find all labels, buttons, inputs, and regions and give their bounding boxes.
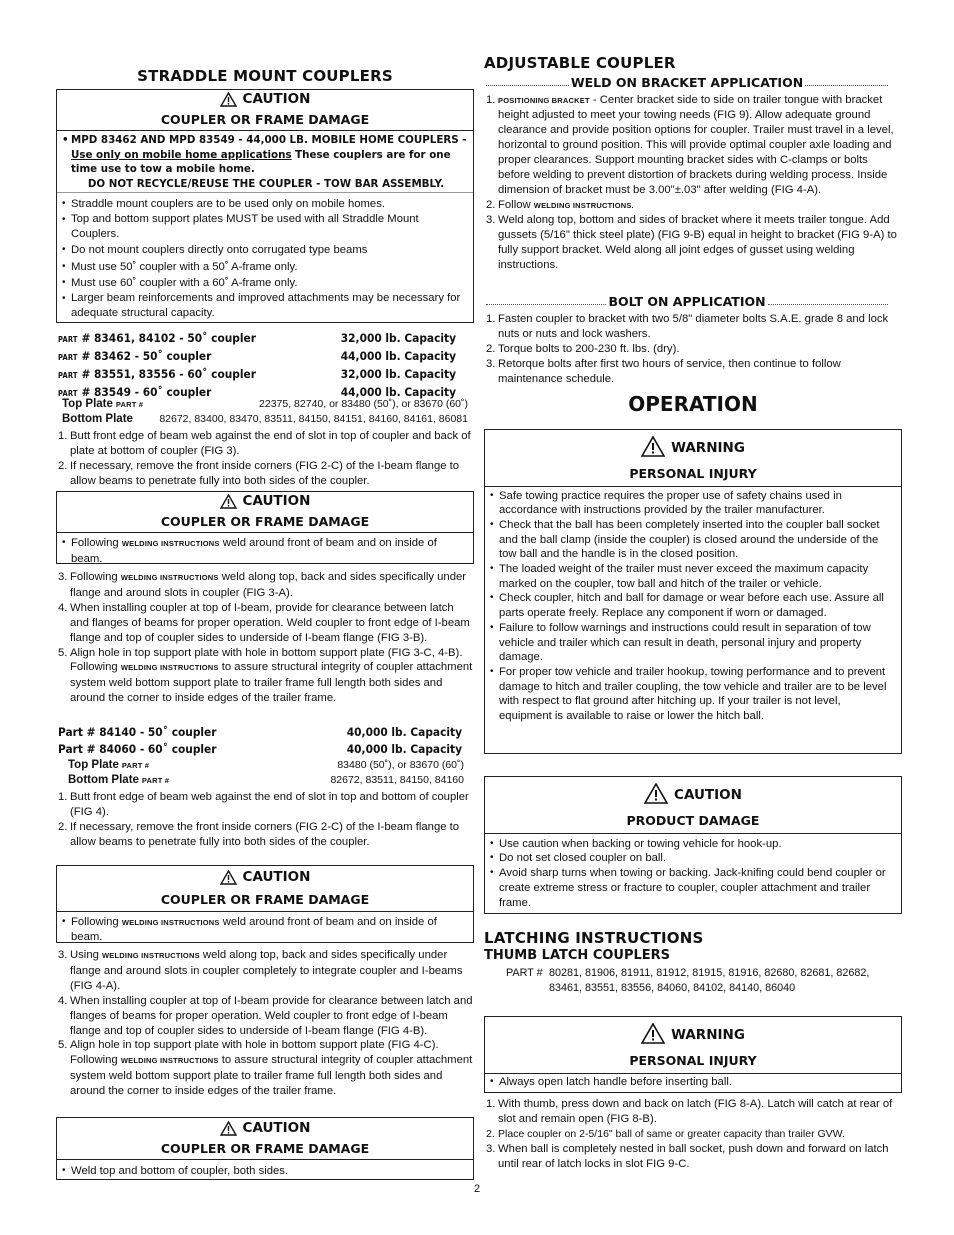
steps-2	[56, 570, 474, 706]
caution-box-weld-1	[56, 491, 474, 564]
caution-list	[57, 533, 473, 569]
step: 2. If necessary, remove the front inside corners (FIG 2-C) of the I-beam flange to allow beams to penetrate fully into both sides of the coupler.	[58, 460, 460, 488]
steps-3	[56, 790, 474, 851]
steps-4	[56, 948, 474, 1099]
list-item: • Check that the ball has been completely inserted into the coupler ball socket and the ball clamp (inside the coupler) is closed around the underside of the tow ball and the handle is in the closed position.	[493, 518, 895, 562]
warning-subtitle: PERSONAL INJURY	[629, 1052, 757, 1068]
list-item: • Always open latch handle before inserting ball.	[493, 1075, 895, 1089]
caution-box-straddle	[56, 89, 474, 323]
part-row: Part # 84140 - 50˚ coupler 40,000 lb. Capacity	[58, 725, 462, 739]
step: 2. Place coupler on 2-5/16" ball of same or greater capacity than trailer GVW.	[486, 1128, 845, 1140]
bolt-steps	[484, 312, 902, 387]
step: 1. Fasten coupler to bracket with two 5/8" diameter bolts S.A.E. grade 8 and lock nuts or nuts and lock washers.	[486, 313, 889, 340]
list-item: • Safe towing practice requires the proper use of safety chains used in accordance with instructions provided by the trailer manufacturer.	[493, 489, 895, 518]
caution-header: CAUTION COUPLER OR FRAME DAMAGE	[57, 866, 473, 912]
caution-box-product	[484, 776, 902, 914]
steps-1	[56, 429, 474, 490]
step: 1. POSITIONING BRACKET - Center bracket side to side on trailer tongue with bracket height adjusted to meet your towing needs (FIG 9). Allow adequate ground clearance and provide position options for coupler. Trailer must travel in a level, horizontal to ground position. This will provide optimal coupler axle loading and proper clearances. Support mounting bracket sides with C-clamps or bolts before welding to prevent distortion of brackets during welding process. Inside dimension of bracket must be 3.00"±.03" after welding (FIG 4-A).	[486, 94, 894, 196]
step: 3. Retorque bolts after first two hours of service, then continue to follow maintenance schedule.	[486, 358, 841, 385]
warning-header: WARNING PERSONAL INJURY	[485, 1017, 901, 1074]
caution-header: CAUTION PRODUCT DAMAGE	[485, 777, 901, 834]
part-row: PART # 83551, 83556 - 60˚ coupler 32,000 lb. Capacity	[58, 367, 456, 381]
step: 2. Follow WELDING INSTRUCTIONS.	[486, 199, 634, 211]
step: 3. When ball is completely nested in ball socket, push down and forward on latch until rear of latch locks in slot FIG 9-C.	[486, 1143, 889, 1170]
step: 3. Using WELDING INSTRUCTIONS weld along top, back and sides specifically under flange and around slots in coupler completely to integrate coupler and I-beams (FIG 4-A).	[58, 949, 463, 992]
list-item: • Top and bottom support plates MUST be used with all Straddle Mount Couplers.	[65, 212, 467, 242]
bottom-plate-row: Bottom Plate 82672, 83400, 83470, 83511, 84150, 84151, 84160, 84161, 86081	[62, 413, 468, 425]
warning-triangle-icon	[220, 870, 237, 885]
caution-subtitle: COUPLER OR FRAME DAMAGE	[160, 891, 370, 907]
plates-2	[68, 758, 464, 788]
list-item: • Weld top and bottom of coupler, both sides.	[65, 1164, 467, 1178]
list-item: • Must use 50˚ coupler with a 50˚ A-frame only.	[65, 259, 467, 275]
list-item: • Avoid sharp turns when towing or backing. Jack-knifing could bend coupler or create extreme stress or fracture to coupler, coupler attachment and trailer frame.	[493, 866, 895, 911]
bolt-on-heading: BOLT ON APPLICATION	[486, 294, 888, 311]
warning-triangle-icon	[220, 92, 237, 107]
caution-header: CAUTION COUPLER OR FRAME DAMAGE	[57, 1118, 473, 1160]
caution-subtitle: COUPLER OR FRAME DAMAGE	[160, 514, 370, 529]
mpd-notice: • MPD 83462 AND MPD 83549 - 44,000 LB. MOBILE HOME COUPLERS - Use only on mobile home applications These couplers are for one time use to tow a mobile home. DO NOT RECYCLE/REUSE THE COUPLER - TOW BAR ASSEMBLY.	[57, 131, 473, 193]
thumb-latch-title: THUMB LATCH COUPLERS	[484, 948, 671, 963]
weld-on-heading: WELD ON BRACKET APPLICATION	[486, 75, 888, 92]
caution-subtitle: COUPLER OR FRAME DAMAGE	[160, 112, 370, 127]
warning-subtitle: PERSONAL INJURY	[629, 465, 757, 481]
page-number: 2	[473, 1183, 481, 1195]
warning-list	[485, 487, 901, 727]
part-row: PART # 83462 - 50˚ coupler 44,000 lb. Capacity	[58, 349, 456, 363]
list-item: • Do not mount couplers directly onto corrugated type beams	[65, 242, 467, 258]
section-title-straddle: STRADDLE MOUNT COUPLERS	[137, 67, 393, 85]
warning-box-injury	[484, 429, 902, 754]
top-plate-row: Top Plate PART # 22375, 82740, or 83480 (50˚), or 83670 (60˚)	[62, 398, 468, 410]
step: 1. With thumb, press down and back on latch (FIG 8-A). Latch will catch at rear of slot and remain open (FIG 8-B).	[486, 1098, 893, 1125]
bottom-plate-row: Bottom Plate PART # 82672, 83511, 84150, 84160	[68, 774, 464, 786]
list-item: • Use caution when backing or towing vehicle for hook-up.	[493, 837, 895, 852]
warning-header: WARNING PERSONAL INJURY	[485, 430, 901, 487]
caution-list	[485, 834, 901, 915]
warning-triangle-icon	[641, 436, 665, 457]
step: 4. When installing coupler at top of I-beam, provide for clearance between latch and flanges of beams for proper operation. Weld coupler to front edge of I-beam flange and top of coupler sides to underside of I-beam flange (FIG 3-B).	[58, 601, 470, 644]
warning-triangle-icon	[641, 1023, 665, 1044]
list-item: • The loaded weight of the trailer must never exceed the maximum capacity marked on the coupler, tow ball and hitch of the trailer or vehicle.	[493, 562, 895, 591]
caution-signal: CAUTION	[220, 92, 311, 107]
parts-list-2	[58, 724, 462, 758]
step: 1. Butt front edge of beam web against the end of slot in top of coupler and back of plate at bottom of coupler (FIG 3).	[58, 430, 471, 458]
caution-list	[57, 1160, 473, 1181]
step: 2. If necessary, remove the front inside corners (FIG 2-C) of the I-beam flange to allow beams to penetrate fully into both sides of the coupler.	[58, 821, 460, 849]
caution-subtitle: COUPLER OR FRAME DAMAGE	[160, 1140, 370, 1156]
list-item: • Do not set closed coupler on ball.	[493, 851, 895, 866]
step: 2. Torque bolts to 200-230 ft. lbs. (dry).	[486, 343, 680, 355]
list-item: • Check coupler, hitch and ball for damage or wear before each use. Assure all parts operate freely. Replace any component if worn or damaged.	[493, 591, 895, 620]
caution-list	[57, 193, 473, 324]
caution-list	[57, 912, 473, 948]
list-item: • Must use 60˚ coupler with a 60˚ A-frame only.	[65, 275, 467, 291]
warning-triangle-icon	[644, 783, 668, 804]
list-item: • Failure to follow warnings and instructions could result in separation of tow vehicle and trailer which can result in death, personal injury and property damage.	[493, 621, 895, 665]
list-item: • For proper tow vehicle and trailer hookup, towing performance and to prevent damage to hitch and trailer coupling, the tow vehicle and trailer are to be level with respect to flat ground after hitching up. If your trailer is not level, equipment is available to raise or lower the hitch ball.	[493, 665, 895, 724]
step: 5. Align hole in top support plate with hole in bottom support plate (FIG 4-C). Following WELDING INSTRUCTIONS to assure structural integrity of coupler attachment system weld bottom support plate to trailer frame full length both sides and around the corner to inside edges of the trailer frame.	[58, 1039, 473, 1098]
part-row: PART # 83461, 84102 - 50˚ coupler 32,000 lb. Capacity	[58, 331, 456, 345]
latch-steps	[484, 1097, 902, 1172]
latching-title: LATCHING INSTRUCTIONS	[484, 929, 704, 947]
warning-triangle-icon	[220, 1121, 237, 1136]
step: 3. Following WELDING INSTRUCTIONS weld along top, back and sides specifically under flange and around slots in coupler (FIG 3-A).	[58, 571, 467, 599]
plates-1	[62, 397, 468, 427]
caution-subtitle: PRODUCT DAMAGE	[626, 812, 760, 828]
part-row: PART # 83549 - 60˚ coupler 44,000 lb. Capacity	[58, 385, 456, 399]
step: 1. Butt front edge of beam web against the end of slot in top and bottom of coupler (FIG 4).	[58, 791, 469, 819]
caution-box-weld-2	[56, 865, 474, 943]
caution-box-weld-3	[56, 1117, 474, 1180]
step: 3. Weld along top, bottom and sides of bracket where it meets trailer tongue. Add gussets (5/16" thick steel plate) (FIG 9-B) equal in height to bracket (FIG 9-A) to fully support bracket. Weld along all joint edges of gusset using welding instructions.	[486, 214, 897, 271]
warning-list	[485, 1074, 901, 1092]
section-title-adjustable: ADJUSTABLE COUPLER	[484, 54, 676, 72]
warning-triangle-icon	[220, 494, 237, 509]
step: 4. When installing coupler at top of I-beam provide for clearance between latch and flanges of beams for proper operation. Weld coupler to front edge of I-beam flange and top of coupler sides to underside of I-beam flange (FIG 4-B).	[58, 994, 473, 1037]
list-item: • Straddle mount couplers are to be used only on mobile homes.	[65, 196, 467, 212]
top-plate-row: Top Plate PART # 83480 (50˚), or 83670 (60˚)	[68, 759, 464, 771]
caution-header: CAUTION COUPLER OR FRAME DAMAGE	[57, 492, 473, 533]
weld-steps	[484, 93, 902, 273]
caution-header	[57, 90, 473, 131]
step: 5. Align hole in top support plate with hole in bottom support plate (FIG 3-C, 4-B). Following WELDING INSTRUCTIONS to assure structural integrity of coupler attachment system weld bottom support plate to trailer frame full length both sides and around the corner to inside edges of the trailer frame.	[58, 646, 473, 705]
part-row: Part # 84060 - 60˚ coupler 40,000 lb. Capacity	[58, 742, 462, 756]
warning-box-latch	[484, 1016, 902, 1093]
parts-list-1	[58, 330, 456, 402]
thumb-parts: PART # 80281, 81906, 81911, 81912, 81915, 81916, 82680, 82681, 82682, 83461, 83551, 83556, 84060, 84102, 84140, 86040	[506, 967, 870, 994]
operation-title: OPERATION	[628, 392, 758, 416]
list-item: • Larger beam reinforcements and improved attachments may be necessary for adequate structural capacity.	[65, 291, 467, 321]
list-item: • Following WELDING INSTRUCTIONS weld around front of beam and on inside of beam.	[65, 915, 467, 945]
list-item: • Following WELDING INSTRUCTIONS weld around front of beam and on inside of beam.	[65, 536, 467, 566]
